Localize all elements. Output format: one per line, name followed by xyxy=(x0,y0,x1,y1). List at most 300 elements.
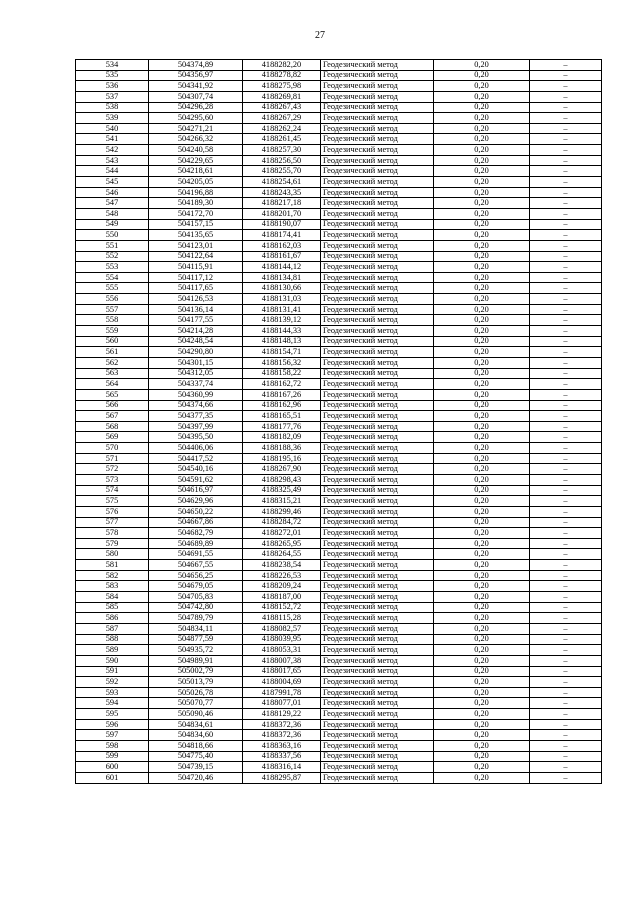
description-cell: – xyxy=(530,443,602,454)
y-coordinate-cell: 4188188,36 xyxy=(243,443,321,454)
table-row xyxy=(76,730,602,741)
y-coordinate-cell: 4188182,09 xyxy=(243,432,321,443)
point-number-cell: 564 xyxy=(76,379,149,390)
table-row xyxy=(76,113,602,124)
description-cell: – xyxy=(530,294,602,305)
y-coordinate-cell: 4188156,32 xyxy=(243,357,321,368)
method-cell: Геодезический метод xyxy=(321,315,434,326)
x-coordinate-cell: 504266,32 xyxy=(149,134,243,145)
table-row xyxy=(76,453,602,464)
description-cell: – xyxy=(530,485,602,496)
y-coordinate-cell: 4188254,61 xyxy=(243,177,321,188)
x-coordinate-cell: 504229,65 xyxy=(149,155,243,166)
description-cell: – xyxy=(530,208,602,219)
method-cell: Геодезический метод xyxy=(321,70,434,81)
description-cell: – xyxy=(530,198,602,209)
description-cell: – xyxy=(530,166,602,177)
table-row xyxy=(76,741,602,752)
description-cell: – xyxy=(530,347,602,358)
table-row xyxy=(76,772,602,783)
description-cell: – xyxy=(530,91,602,102)
point-number-cell: 574 xyxy=(76,485,149,496)
description-cell: – xyxy=(530,666,602,677)
accuracy-cell: 0,20 xyxy=(434,400,530,411)
table-row xyxy=(76,719,602,730)
y-coordinate-cell: 4188238,54 xyxy=(243,560,321,571)
accuracy-cell: 0,20 xyxy=(434,623,530,634)
description-cell: – xyxy=(530,645,602,656)
x-coordinate-cell: 504989,91 xyxy=(149,655,243,666)
y-coordinate-cell: 4188162,72 xyxy=(243,379,321,390)
table-row xyxy=(76,134,602,145)
point-number-cell: 552 xyxy=(76,251,149,262)
method-cell: Геодезический метод xyxy=(321,187,434,198)
point-number-cell: 558 xyxy=(76,315,149,326)
y-coordinate-cell: 4188269,81 xyxy=(243,91,321,102)
x-coordinate-cell: 504360,99 xyxy=(149,389,243,400)
accuracy-cell: 0,20 xyxy=(434,155,530,166)
method-cell: Геодезический метод xyxy=(321,613,434,624)
accuracy-cell: 0,20 xyxy=(434,772,530,783)
x-coordinate-cell: 504337,74 xyxy=(149,379,243,390)
method-cell: Геодезический метод xyxy=(321,198,434,209)
method-cell: Геодезический метод xyxy=(321,294,434,305)
table-row xyxy=(76,102,602,113)
description-cell: – xyxy=(530,464,602,475)
y-coordinate-cell: 4188275,98 xyxy=(243,81,321,92)
x-coordinate-cell: 504205,05 xyxy=(149,177,243,188)
method-cell: Геодезический метод xyxy=(321,219,434,230)
accuracy-cell: 0,20 xyxy=(434,549,530,560)
y-coordinate-cell: 4188295,87 xyxy=(243,772,321,783)
description-cell: – xyxy=(530,592,602,603)
point-number-cell: 547 xyxy=(76,198,149,209)
point-number-cell: 596 xyxy=(76,719,149,730)
description-cell: – xyxy=(530,517,602,528)
point-number-cell: 537 xyxy=(76,91,149,102)
x-coordinate-cell: 504395,50 xyxy=(149,432,243,443)
table-row xyxy=(76,379,602,390)
y-coordinate-cell: 4188144,33 xyxy=(243,326,321,337)
accuracy-cell: 0,20 xyxy=(434,336,530,347)
accuracy-cell: 0,20 xyxy=(434,741,530,752)
description-cell: – xyxy=(530,379,602,390)
point-number-cell: 553 xyxy=(76,262,149,273)
accuracy-cell: 0,20 xyxy=(434,272,530,283)
x-coordinate-cell: 504818,66 xyxy=(149,741,243,752)
point-number-cell: 542 xyxy=(76,145,149,156)
accuracy-cell: 0,20 xyxy=(434,251,530,262)
point-number-cell: 565 xyxy=(76,389,149,400)
point-number-cell: 584 xyxy=(76,592,149,603)
accuracy-cell: 0,20 xyxy=(434,230,530,241)
description-cell: – xyxy=(530,549,602,560)
method-cell: Геодезический метод xyxy=(321,485,434,496)
description-cell: – xyxy=(530,70,602,81)
point-number-cell: 556 xyxy=(76,294,149,305)
accuracy-cell: 0,20 xyxy=(434,357,530,368)
y-coordinate-cell: 4188299,46 xyxy=(243,506,321,517)
table-row xyxy=(76,443,602,454)
table-row xyxy=(76,581,602,592)
x-coordinate-cell: 504406,06 xyxy=(149,443,243,454)
description-cell: – xyxy=(530,155,602,166)
x-coordinate-cell: 504248,54 xyxy=(149,336,243,347)
table-row xyxy=(76,315,602,326)
accuracy-cell: 0,20 xyxy=(434,91,530,102)
y-coordinate-cell: 4188256,50 xyxy=(243,155,321,166)
accuracy-cell: 0,20 xyxy=(434,240,530,251)
method-cell: Геодезический метод xyxy=(321,272,434,283)
x-coordinate-cell: 505013,79 xyxy=(149,677,243,688)
y-coordinate-cell: 4188372,36 xyxy=(243,719,321,730)
point-number-cell: 600 xyxy=(76,762,149,773)
description-cell: – xyxy=(530,677,602,688)
method-cell: Геодезический метод xyxy=(321,741,434,752)
accuracy-cell: 0,20 xyxy=(434,592,530,603)
point-number-cell: 555 xyxy=(76,283,149,294)
point-number-cell: 586 xyxy=(76,613,149,624)
x-coordinate-cell: 504157,15 xyxy=(149,219,243,230)
table-row xyxy=(76,560,602,571)
y-coordinate-cell: 4188167,26 xyxy=(243,389,321,400)
x-coordinate-cell: 504189,30 xyxy=(149,198,243,209)
point-number-cell: 566 xyxy=(76,400,149,411)
y-coordinate-cell: 4188129,22 xyxy=(243,709,321,720)
y-coordinate-cell: 4188257,30 xyxy=(243,145,321,156)
method-cell: Геодезический метод xyxy=(321,113,434,124)
accuracy-cell: 0,20 xyxy=(434,443,530,454)
y-coordinate-cell: 4188372,36 xyxy=(243,730,321,741)
y-coordinate-cell: 4188272,01 xyxy=(243,528,321,539)
y-coordinate-cell: 4188265,95 xyxy=(243,538,321,549)
description-cell: – xyxy=(530,251,602,262)
method-cell: Геодезический метод xyxy=(321,538,434,549)
table-row xyxy=(76,517,602,528)
table-row xyxy=(76,751,602,762)
y-coordinate-cell: 4188077,01 xyxy=(243,698,321,709)
table-row xyxy=(76,166,602,177)
y-coordinate-cell: 4188201,70 xyxy=(243,208,321,219)
method-cell: Геодезический метод xyxy=(321,326,434,337)
point-number-cell: 573 xyxy=(76,474,149,485)
table-row xyxy=(76,528,602,539)
y-coordinate-cell: 4188262,24 xyxy=(243,123,321,134)
point-number-cell: 536 xyxy=(76,81,149,92)
description-cell: – xyxy=(530,698,602,709)
point-number-cell: 545 xyxy=(76,177,149,188)
method-cell: Геодезический метод xyxy=(321,528,434,539)
accuracy-cell: 0,20 xyxy=(434,613,530,624)
x-coordinate-cell: 504877,59 xyxy=(149,634,243,645)
method-cell: Геодезический метод xyxy=(321,549,434,560)
table-row xyxy=(76,368,602,379)
method-cell: Геодезический метод xyxy=(321,230,434,241)
point-number-cell: 551 xyxy=(76,240,149,251)
description-cell: – xyxy=(530,326,602,337)
y-coordinate-cell: 4188195,16 xyxy=(243,453,321,464)
description-cell: – xyxy=(530,634,602,645)
description-cell: – xyxy=(530,400,602,411)
accuracy-cell: 0,20 xyxy=(434,634,530,645)
y-coordinate-cell: 4188131,03 xyxy=(243,294,321,305)
description-cell: – xyxy=(530,762,602,773)
method-cell: Геодезический метод xyxy=(321,506,434,517)
x-coordinate-cell: 504136,14 xyxy=(149,304,243,315)
x-coordinate-cell: 504177,55 xyxy=(149,315,243,326)
y-coordinate-cell: 4188337,56 xyxy=(243,751,321,762)
method-cell: Геодезический метод xyxy=(321,91,434,102)
accuracy-cell: 0,20 xyxy=(434,113,530,124)
description-cell: – xyxy=(530,272,602,283)
description-cell: – xyxy=(530,262,602,273)
y-coordinate-cell: 4188174,41 xyxy=(243,230,321,241)
x-coordinate-cell: 504705,83 xyxy=(149,592,243,603)
table-row xyxy=(76,549,602,560)
accuracy-cell: 0,20 xyxy=(434,145,530,156)
method-cell: Геодезический метод xyxy=(321,432,434,443)
x-coordinate-cell: 504397,99 xyxy=(149,421,243,432)
x-coordinate-cell: 504789,79 xyxy=(149,613,243,624)
accuracy-cell: 0,20 xyxy=(434,474,530,485)
point-number-cell: 569 xyxy=(76,432,149,443)
accuracy-cell: 0,20 xyxy=(434,432,530,443)
description-cell: – xyxy=(530,560,602,571)
method-cell: Геодезический метод xyxy=(321,336,434,347)
accuracy-cell: 0,20 xyxy=(434,123,530,134)
description-cell: – xyxy=(530,432,602,443)
accuracy-cell: 0,20 xyxy=(434,655,530,666)
x-coordinate-cell: 504374,66 xyxy=(149,400,243,411)
point-number-cell: 595 xyxy=(76,709,149,720)
method-cell: Геодезический метод xyxy=(321,389,434,400)
table-row xyxy=(76,623,602,634)
method-cell: Геодезический метод xyxy=(321,570,434,581)
table-row xyxy=(76,570,602,581)
x-coordinate-cell: 504135,65 xyxy=(149,230,243,241)
accuracy-cell: 0,20 xyxy=(434,262,530,273)
table-row xyxy=(76,272,602,283)
x-coordinate-cell: 504341,92 xyxy=(149,81,243,92)
y-coordinate-cell: 4188053,31 xyxy=(243,645,321,656)
description-cell: – xyxy=(530,741,602,752)
table-row xyxy=(76,347,602,358)
point-number-cell: 587 xyxy=(76,623,149,634)
y-coordinate-cell: 4188284,72 xyxy=(243,517,321,528)
accuracy-cell: 0,20 xyxy=(434,538,530,549)
method-cell: Геодезический метод xyxy=(321,634,434,645)
y-coordinate-cell: 4188209,24 xyxy=(243,581,321,592)
method-cell: Геодезический метод xyxy=(321,411,434,422)
table-row xyxy=(76,687,602,698)
accuracy-cell: 0,20 xyxy=(434,645,530,656)
method-cell: Геодезический метод xyxy=(321,698,434,709)
y-coordinate-cell: 4188007,38 xyxy=(243,655,321,666)
method-cell: Геодезический метод xyxy=(321,177,434,188)
method-cell: Геодезический метод xyxy=(321,592,434,603)
accuracy-cell: 0,20 xyxy=(434,496,530,507)
x-coordinate-cell: 505026,78 xyxy=(149,687,243,698)
accuracy-cell: 0,20 xyxy=(434,528,530,539)
description-cell: – xyxy=(530,602,602,613)
x-coordinate-cell: 504591,62 xyxy=(149,474,243,485)
x-coordinate-cell: 504296,28 xyxy=(149,102,243,113)
method-cell: Геодезический метод xyxy=(321,677,434,688)
method-cell: Геодезический метод xyxy=(321,81,434,92)
y-coordinate-cell: 4188282,20 xyxy=(243,60,321,71)
method-cell: Геодезический метод xyxy=(321,751,434,762)
x-coordinate-cell: 504775,40 xyxy=(149,751,243,762)
table-row xyxy=(76,592,602,603)
table-row xyxy=(76,70,602,81)
description-cell: – xyxy=(530,123,602,134)
y-coordinate-cell: 4188152,72 xyxy=(243,602,321,613)
x-coordinate-cell: 504271,21 xyxy=(149,123,243,134)
description-cell: – xyxy=(530,177,602,188)
method-cell: Геодезический метод xyxy=(321,347,434,358)
description-cell: – xyxy=(530,719,602,730)
x-coordinate-cell: 504679,05 xyxy=(149,581,243,592)
method-cell: Геодезический метод xyxy=(321,453,434,464)
point-number-cell: 560 xyxy=(76,336,149,347)
description-cell: – xyxy=(530,411,602,422)
accuracy-cell: 0,20 xyxy=(434,304,530,315)
method-cell: Геодезический метод xyxy=(321,443,434,454)
y-coordinate-cell: 4188130,66 xyxy=(243,283,321,294)
description-cell: – xyxy=(530,528,602,539)
method-cell: Геодезический метод xyxy=(321,368,434,379)
point-number-cell: 549 xyxy=(76,219,149,230)
description-cell: – xyxy=(530,751,602,762)
table-row xyxy=(76,219,602,230)
point-number-cell: 583 xyxy=(76,581,149,592)
method-cell: Геодезический метод xyxy=(321,666,434,677)
description-cell: – xyxy=(530,145,602,156)
method-cell: Геодезический метод xyxy=(321,123,434,134)
x-coordinate-cell: 504301,15 xyxy=(149,357,243,368)
description-cell: – xyxy=(530,134,602,145)
x-coordinate-cell: 504374,89 xyxy=(149,60,243,71)
y-coordinate-cell: 4188082,57 xyxy=(243,623,321,634)
point-number-cell: 538 xyxy=(76,102,149,113)
table-row xyxy=(76,251,602,262)
point-number-cell: 550 xyxy=(76,230,149,241)
accuracy-cell: 0,20 xyxy=(434,666,530,677)
description-cell: – xyxy=(530,219,602,230)
x-coordinate-cell: 504356,97 xyxy=(149,70,243,81)
description-cell: – xyxy=(530,102,602,113)
method-cell: Геодезический метод xyxy=(321,379,434,390)
accuracy-cell: 0,20 xyxy=(434,379,530,390)
table-row xyxy=(76,283,602,294)
table-row xyxy=(76,230,602,241)
x-coordinate-cell: 504122,64 xyxy=(149,251,243,262)
description-cell: – xyxy=(530,230,602,241)
point-number-cell: 590 xyxy=(76,655,149,666)
description-cell: – xyxy=(530,240,602,251)
point-number-cell: 570 xyxy=(76,443,149,454)
method-cell: Геодезический метод xyxy=(321,251,434,262)
y-coordinate-cell: 4188148,13 xyxy=(243,336,321,347)
page-number: 27 xyxy=(315,30,325,41)
accuracy-cell: 0,20 xyxy=(434,198,530,209)
description-cell: – xyxy=(530,283,602,294)
description-cell: – xyxy=(530,336,602,347)
point-number-cell: 539 xyxy=(76,113,149,124)
method-cell: Геодезический метод xyxy=(321,560,434,571)
y-coordinate-cell: 4188154,71 xyxy=(243,347,321,358)
y-coordinate-cell: 4188187,00 xyxy=(243,592,321,603)
table-row xyxy=(76,762,602,773)
x-coordinate-cell: 504123,01 xyxy=(149,240,243,251)
point-number-cell: 535 xyxy=(76,70,149,81)
table-row xyxy=(76,474,602,485)
accuracy-cell: 0,20 xyxy=(434,719,530,730)
accuracy-cell: 0,20 xyxy=(434,698,530,709)
y-coordinate-cell: 4188131,41 xyxy=(243,304,321,315)
point-number-cell: 554 xyxy=(76,272,149,283)
accuracy-cell: 0,20 xyxy=(434,187,530,198)
x-coordinate-cell: 504834,61 xyxy=(149,719,243,730)
y-coordinate-cell: 4188267,43 xyxy=(243,102,321,113)
x-coordinate-cell: 504218,61 xyxy=(149,166,243,177)
description-cell: – xyxy=(530,687,602,698)
accuracy-cell: 0,20 xyxy=(434,315,530,326)
accuracy-cell: 0,20 xyxy=(434,326,530,337)
point-number-cell: 585 xyxy=(76,602,149,613)
point-number-cell: 563 xyxy=(76,368,149,379)
x-coordinate-cell: 504935,72 xyxy=(149,645,243,656)
accuracy-cell: 0,20 xyxy=(434,219,530,230)
method-cell: Геодезический метод xyxy=(321,645,434,656)
table-row xyxy=(76,304,602,315)
accuracy-cell: 0,20 xyxy=(434,506,530,517)
table-row xyxy=(76,294,602,305)
point-number-cell: 540 xyxy=(76,123,149,134)
accuracy-cell: 0,20 xyxy=(434,294,530,305)
y-coordinate-cell: 4188316,14 xyxy=(243,762,321,773)
y-coordinate-cell: 4188298,43 xyxy=(243,474,321,485)
method-cell: Геодезический метод xyxy=(321,581,434,592)
point-number-cell: 567 xyxy=(76,411,149,422)
method-cell: Геодезический метод xyxy=(321,655,434,666)
point-number-cell: 576 xyxy=(76,506,149,517)
method-cell: Геодезический метод xyxy=(321,208,434,219)
x-coordinate-cell: 505070,77 xyxy=(149,698,243,709)
description-cell: – xyxy=(530,315,602,326)
method-cell: Геодезический метод xyxy=(321,730,434,741)
method-cell: Геодезический метод xyxy=(321,709,434,720)
y-coordinate-cell: 4188139,12 xyxy=(243,315,321,326)
point-number-cell: 601 xyxy=(76,772,149,783)
x-coordinate-cell: 504312,05 xyxy=(149,368,243,379)
x-coordinate-cell: 504834,60 xyxy=(149,730,243,741)
coordinates-table xyxy=(75,59,602,784)
point-number-cell: 562 xyxy=(76,357,149,368)
method-cell: Геодезический метод xyxy=(321,517,434,528)
point-number-cell: 541 xyxy=(76,134,149,145)
point-number-cell: 557 xyxy=(76,304,149,315)
table-row xyxy=(76,357,602,368)
point-number-cell: 559 xyxy=(76,326,149,337)
y-coordinate-cell: 4188165,51 xyxy=(243,411,321,422)
table-row xyxy=(76,421,602,432)
description-cell: – xyxy=(530,81,602,92)
y-coordinate-cell: 4188158,22 xyxy=(243,368,321,379)
method-cell: Геодезический метод xyxy=(321,304,434,315)
accuracy-cell: 0,20 xyxy=(434,102,530,113)
accuracy-cell: 0,20 xyxy=(434,368,530,379)
